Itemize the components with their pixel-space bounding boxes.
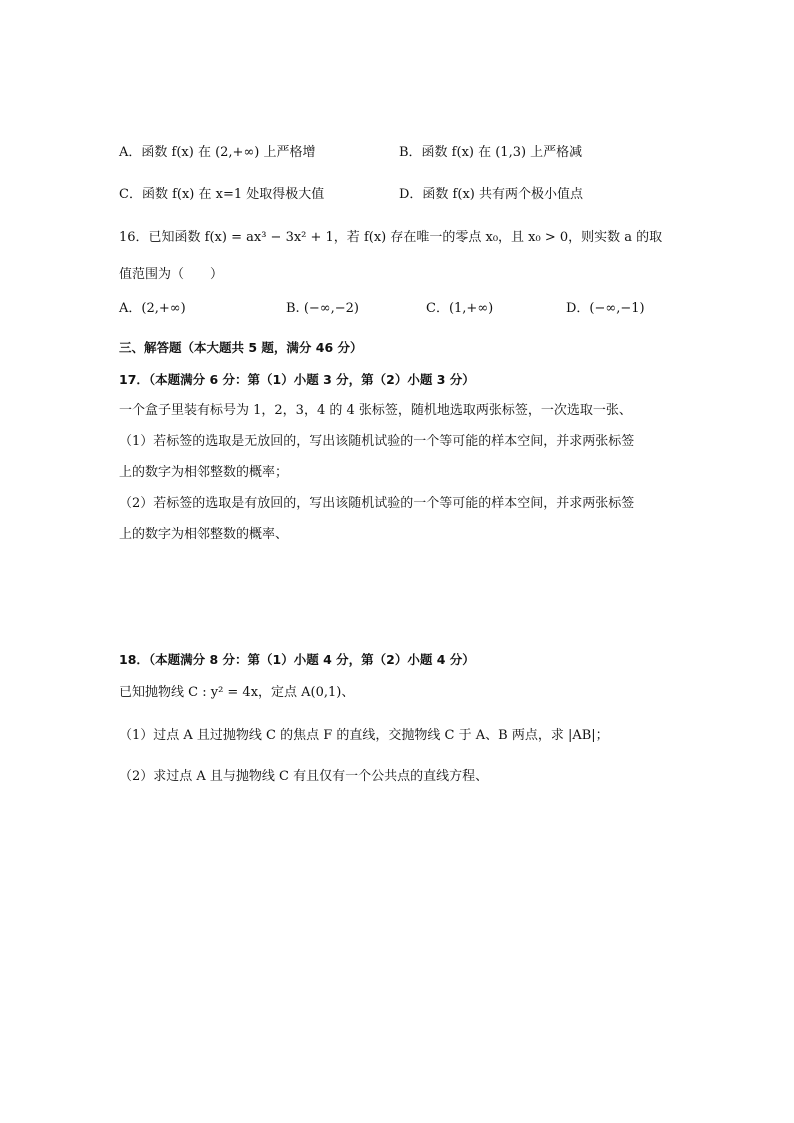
q15-option-b: B．函数 f(x) 在 (1,3) 上严格减 — [399, 145, 583, 160]
q16-stem-line1: 16．已知函数 f(x) = ax³ − 3x² + 1，若 f(x) 存在唯一的零点 x₀，且 x₀ > 0，则实数 a 的取 — [119, 230, 663, 245]
q15-option-a: A．函数 f(x) 在 (2,+∞) 上严格增 — [119, 145, 316, 160]
q17-part1-line1: （1）若标签的选取是无放回的，写出该随机试验的一个等可能的样本空间，并求两张标签 — [119, 434, 635, 449]
q18-header: 18．（本题满分 8 分：第（1）小题 4 分，第（2）小题 4 分） — [119, 652, 475, 667]
q16-stem-line2: 值范围为（ ） — [119, 267, 224, 282]
section-3-header: 三、解答题（本大题共 5 题，满分 46 分） — [119, 340, 363, 355]
q16-option-a: A．(2,+∞) — [119, 301, 186, 316]
q17-part2-line2: 上的数字为相邻整数的概率、 — [119, 527, 289, 542]
q18-part2: （2）求过点 A 且与抛物线 C 有且仅有一个公共点的直线方程、 — [119, 769, 489, 784]
q16-option-c: C．(1,+∞) — [426, 301, 494, 316]
q18-part1: （1）过点 A 且过抛物线 C 的焦点 F 的直线，交抛物线 C 于 A、B 两点，求 |AB|； — [119, 728, 609, 743]
q17-stem: 一个盒子里装有标号为 1，2，3，4 的 4 张标签，随机地选取两张标签，一次选取一张、 — [119, 403, 632, 418]
q16-option-d: D．(−∞,−1) — [566, 301, 645, 316]
q17-part1-line2: 上的数字为相邻整数的概率； — [119, 465, 289, 480]
q16-option-b: B. (−∞,−2) — [286, 301, 359, 316]
q15-option-d: D．函数 f(x) 共有两个极小值点 — [399, 187, 583, 202]
q17-part2-line1: （2）若标签的选取是有放回的，写出该随机试验的一个等可能的样本空间，并求两张标签 — [119, 496, 635, 511]
q18-stem: 已知抛物线 C : y² = 4x，定点 A(0,1)、 — [119, 685, 355, 700]
q17-header: 17．（本题满分 6 分：第（1）小题 3 分，第（2）小题 3 分） — [119, 372, 475, 387]
q15-option-c: C．函数 f(x) 在 x=1 处取得极大值 — [119, 187, 325, 202]
